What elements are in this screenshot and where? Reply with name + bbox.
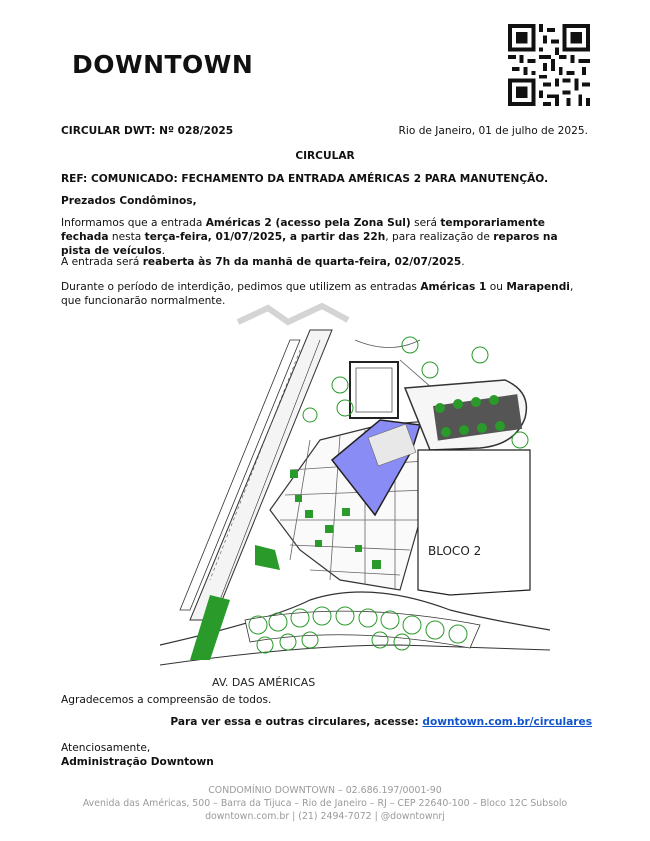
footer-line-1: CONDOMÍNIO DOWNTOWN – 02.686.197/0001-90 (208, 785, 442, 796)
paragraph-closure-notice: Informamos que a entrada Américas 2 (acesso pela Zona Sul) será temporariamente fechada nesta terça-feira, 01/07/2025, a partir das 22h, para realização de reparos na pista de veículos. (61, 217, 558, 257)
salutation: Prezados Condôminos, (61, 195, 197, 207)
paragraph-reopening: A entrada será reaberta às 7h da manhã de quarta-feira, 02/07/2025. (61, 256, 465, 268)
paragraph-alternative-entrances: Durante o período de interdição, pedimos que utilizem as entradas Américas 1 ou Marapendi, que funcionarão normalmente. (61, 281, 574, 307)
circular-date: Rio de Janeiro, 01 de julho de 2025. (398, 125, 588, 137)
downtown-logo: DOWNTOWN (72, 50, 254, 79)
visit-line: Para ver essa e outras circulares, acesse: downtown.com.br/circulares (170, 716, 592, 728)
footer-line-3: downtown.com.br | (21) 2494-7072 | @downtownrj (205, 811, 445, 822)
thanks-text: Agradecemos a compreensão de todos. (61, 694, 272, 706)
qr-code-icon[interactable] (508, 24, 590, 106)
circular-number: CIRCULAR DWT: Nº 028/2025 (61, 125, 234, 137)
reference-subject: REF: COMUNICADO: FECHAMENTO DA ENTRADA AMÉRICAS 2 PARA MANUTENÇÃO. (61, 173, 549, 185)
circulares-link[interactable]: downtown.com.br/circulares (422, 716, 592, 728)
site-plan-map (150, 300, 550, 695)
building-label: BLOCO 2 (428, 544, 482, 558)
footer-line-2: Avenida das Américas, 500 – Barra da Tijuca – Rio de Janeiro – RJ – CEP 22640-100 – Bloco 12C Subsolo (82, 798, 568, 809)
closing-text: Atenciosamente, (61, 742, 151, 754)
page-title: CIRCULAR (295, 150, 355, 162)
road-label: AV. DAS AMÉRICAS (212, 676, 316, 689)
signature: Administração Downtown (61, 756, 214, 768)
